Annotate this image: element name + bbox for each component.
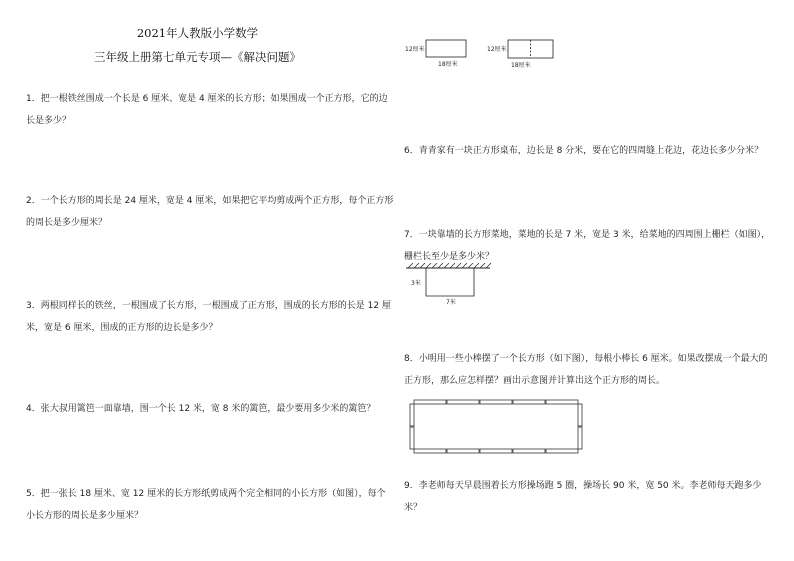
question-9: 9．李老师每天早晨围着长方形操场跑 5 圈，操场长 90 米，宽 50 米。李老师每天跑多少米？ <box>404 481 762 513</box>
question-5: 5．把一张长 18 厘米、宽 12 厘米的长方形纸剪成两个完全相同的小长方形（如图），每个小长方形的周长是多少厘米？ <box>26 489 386 521</box>
question-7: 7．一块靠墙的长方形菜地，菜地的长是 7 米，宽是 3 米，给菜地的四周围上栅栏（如图），栅栏长至少是多少米？ <box>404 230 771 262</box>
q5-whole-sheet-figure <box>405 40 466 68</box>
page-title-line1: 2021年人教版小学数学 <box>136 26 259 40</box>
q5-left-width-label: 18厘米 <box>438 61 458 68</box>
q7-width-label: 3米 <box>411 280 421 287</box>
q7-vegetable-garden-figure <box>404 262 496 308</box>
q5-figures <box>400 36 570 72</box>
question-8: 8．小明用一些小棒摆了一个长方形（如下图），每根小棒长 6 厘米。如果改摆成一个最大的正方形，那么应怎样摆？画出示意图并计算出这个正方形的周长。 <box>404 354 768 386</box>
page-title-line2: 三年级上册第七单元专项—《解决问题》 <box>94 50 301 64</box>
question-6: 6．青青家有一块正方形桌布，边长是 8 分米，要在它的四周缝上花边，花边长多少分米？ <box>404 146 764 156</box>
q7-length-label: 7米 <box>446 299 456 306</box>
q8-stick-rectangle-figure <box>406 397 584 459</box>
q5-right-height-label: 12厘米 <box>487 46 507 53</box>
question-2: 2．一个长方形的周长是 24 厘米，宽是 4 厘米，如果把它平均剪成两个正方形，每个正方形的周长是多少厘米？ <box>26 196 394 228</box>
question-3: 3．两根同样长的铁丝，一根围成了长方形，一根围成了正方形，围成的长方形的长是 12 厘米，宽是 6 厘米，围成的正方形的边长是多少？ <box>26 301 391 333</box>
q5-divided-sheet-figure <box>487 40 553 69</box>
q7-fence <box>426 268 474 296</box>
question-1: 1．把一根铁丝围成一个长是 6 厘米、宽是 4 厘米的长方形；如果围成一个正方形，它的边长是多少？ <box>26 94 388 126</box>
q5-left-height-label: 12厘米 <box>405 46 425 53</box>
q5-right-width-label: 18厘米 <box>511 62 531 69</box>
question-4: 4．张大叔用篱笆一面靠墙，围一个长 12 米，宽 8 米的篱笆，最少要用多少米的篱笆？ <box>26 404 376 414</box>
